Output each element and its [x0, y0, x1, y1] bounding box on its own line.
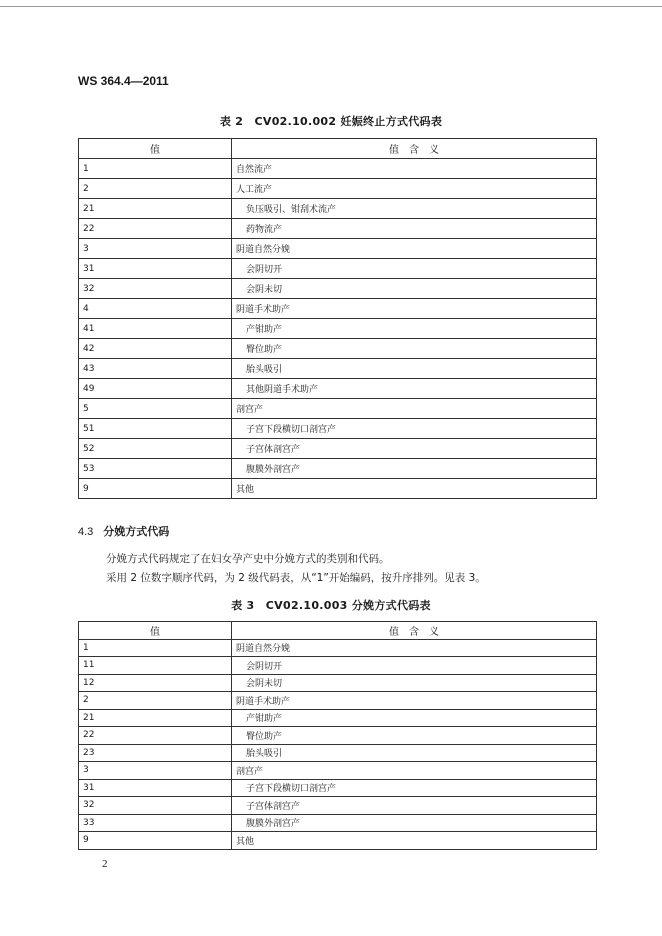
- section-title: 分娩方式代码: [103, 525, 170, 538]
- table2-body: [79, 159, 597, 499]
- code-cell: 1: [79, 639, 232, 657]
- code-cell: 5: [79, 399, 232, 419]
- table-row: [79, 199, 597, 219]
- table-row: [79, 179, 597, 199]
- table3-col-meaning: 值 含 义: [232, 622, 597, 640]
- code-cell: 32: [79, 279, 232, 299]
- meaning-cell: 胎头吸引: [232, 359, 597, 379]
- meaning-cell: 会阴未切: [232, 674, 597, 692]
- table3-caption: 表 3 CV02.10.003 分娩方式代码表: [231, 599, 431, 612]
- table-row: [79, 479, 597, 499]
- code-cell: 3: [79, 762, 232, 780]
- table-row: [79, 259, 597, 279]
- table-row: [79, 639, 597, 657]
- meaning-cell: 臀位助产: [232, 339, 597, 359]
- meaning-cell: 阴道手术助产: [232, 299, 597, 319]
- section-heading: [78, 523, 169, 539]
- meaning-cell: 阴道自然分娩: [232, 639, 597, 657]
- meaning-cell: 子宫体剖宫产: [232, 439, 597, 459]
- table-row: [79, 279, 597, 299]
- code-cell: 23: [79, 744, 232, 762]
- table-row: [79, 419, 597, 439]
- table-row: [79, 674, 597, 692]
- table2-col-value: 值: [79, 139, 232, 159]
- code-cell: 11: [79, 657, 232, 675]
- table-row: [79, 762, 597, 780]
- table3-body: [79, 639, 597, 849]
- table-row: [79, 319, 597, 339]
- meaning-cell: 自然流产: [232, 159, 597, 179]
- meaning-cell: 其他: [232, 479, 597, 499]
- code-cell: 31: [79, 259, 232, 279]
- code-cell: 51: [79, 419, 232, 439]
- table-row: [79, 832, 597, 850]
- table-row: [79, 779, 597, 797]
- meaning-cell: 会阴未切: [232, 279, 597, 299]
- code-cell: 42: [79, 339, 232, 359]
- table-row: [79, 359, 597, 379]
- section-paragraph-2: 采用 2 位数字顺序代码，为 2 级代码表，从“1”开始编码，按升序排列。见表 3。: [106, 572, 486, 584]
- table-row: [79, 797, 597, 815]
- code-cell: 43: [79, 359, 232, 379]
- meaning-cell: 子宫下段横切口剖宫产: [232, 419, 597, 439]
- meaning-cell: 子宫下段横切口剖宫产: [232, 779, 597, 797]
- meaning-cell: 人工流产: [232, 179, 597, 199]
- table-row: [79, 439, 597, 459]
- table3-header-row: [79, 622, 597, 640]
- table2-header-row: [79, 139, 597, 159]
- code-cell: 33: [79, 814, 232, 832]
- table-row: [79, 814, 597, 832]
- table-row: [79, 399, 597, 419]
- code-cell: 52: [79, 439, 232, 459]
- table2-caption: 表 2 CV02.10.002 妊娠终止方式代码表: [219, 115, 443, 128]
- table-row: [79, 239, 597, 259]
- meaning-cell: 阴道自然分娩: [232, 239, 597, 259]
- table-row: [79, 159, 597, 179]
- meaning-cell: 产钳助产: [232, 709, 597, 727]
- code-cell: 31: [79, 779, 232, 797]
- table2: [78, 138, 597, 499]
- code-cell: 21: [79, 199, 232, 219]
- meaning-cell: 会阴切开: [232, 657, 597, 675]
- table-row: [79, 709, 597, 727]
- code-cell: 12: [79, 674, 232, 692]
- page-number: 2: [102, 858, 108, 870]
- code-cell: 22: [79, 727, 232, 745]
- table-row: [79, 379, 597, 399]
- table-row: [79, 727, 597, 745]
- section-paragraph-1: 分娩方式代码规定了在妇女孕产史中分娩方式的类别和代码。: [106, 553, 390, 565]
- meaning-cell: 其他阴道手术助产: [232, 379, 597, 399]
- meaning-cell: 负压吸引、钳刮术流产: [232, 199, 597, 219]
- meaning-cell: 剖宫产: [232, 399, 597, 419]
- table3: [78, 621, 597, 850]
- table3-col-value: 值: [79, 622, 232, 640]
- code-cell: 9: [79, 832, 232, 850]
- table-row: [79, 657, 597, 675]
- code-cell: 2: [79, 179, 232, 199]
- meaning-cell: 产钳助产: [232, 319, 597, 339]
- table2-col-meaning: 值 含 义: [232, 139, 597, 159]
- meaning-cell: 子宫体剖宫产: [232, 797, 597, 815]
- meaning-cell: 其他: [232, 832, 597, 850]
- code-cell: 32: [79, 797, 232, 815]
- code-cell: 9: [79, 479, 232, 499]
- meaning-cell: 腹膜外剖宫产: [232, 459, 597, 479]
- meaning-cell: 臀位助产: [232, 727, 597, 745]
- table-row: [79, 299, 597, 319]
- meaning-cell: 会阴切开: [232, 259, 597, 279]
- code-cell: 4: [79, 299, 232, 319]
- code-cell: 41: [79, 319, 232, 339]
- meaning-cell: 阴道手术助产: [232, 692, 597, 710]
- section-number: 4.3: [78, 526, 94, 538]
- code-cell: 21: [79, 709, 232, 727]
- meaning-cell: 胎头吸引: [232, 744, 597, 762]
- top-rule: [0, 6, 662, 7]
- table-row: [79, 339, 597, 359]
- meaning-cell: 剖宫产: [232, 762, 597, 780]
- meaning-cell: 药物流产: [232, 219, 597, 239]
- code-cell: 53: [79, 459, 232, 479]
- code-cell: 2: [79, 692, 232, 710]
- table-row: [79, 459, 597, 479]
- table-row: [79, 744, 597, 762]
- table-row: [79, 219, 597, 239]
- table-row: [79, 692, 597, 710]
- code-cell: 3: [79, 239, 232, 259]
- code-cell: 1: [79, 159, 232, 179]
- code-cell: 49: [79, 379, 232, 399]
- meaning-cell: 腹膜外剖宫产: [232, 814, 597, 832]
- standard-number: WS 364.4—2011: [78, 74, 169, 88]
- code-cell: 22: [79, 219, 232, 239]
